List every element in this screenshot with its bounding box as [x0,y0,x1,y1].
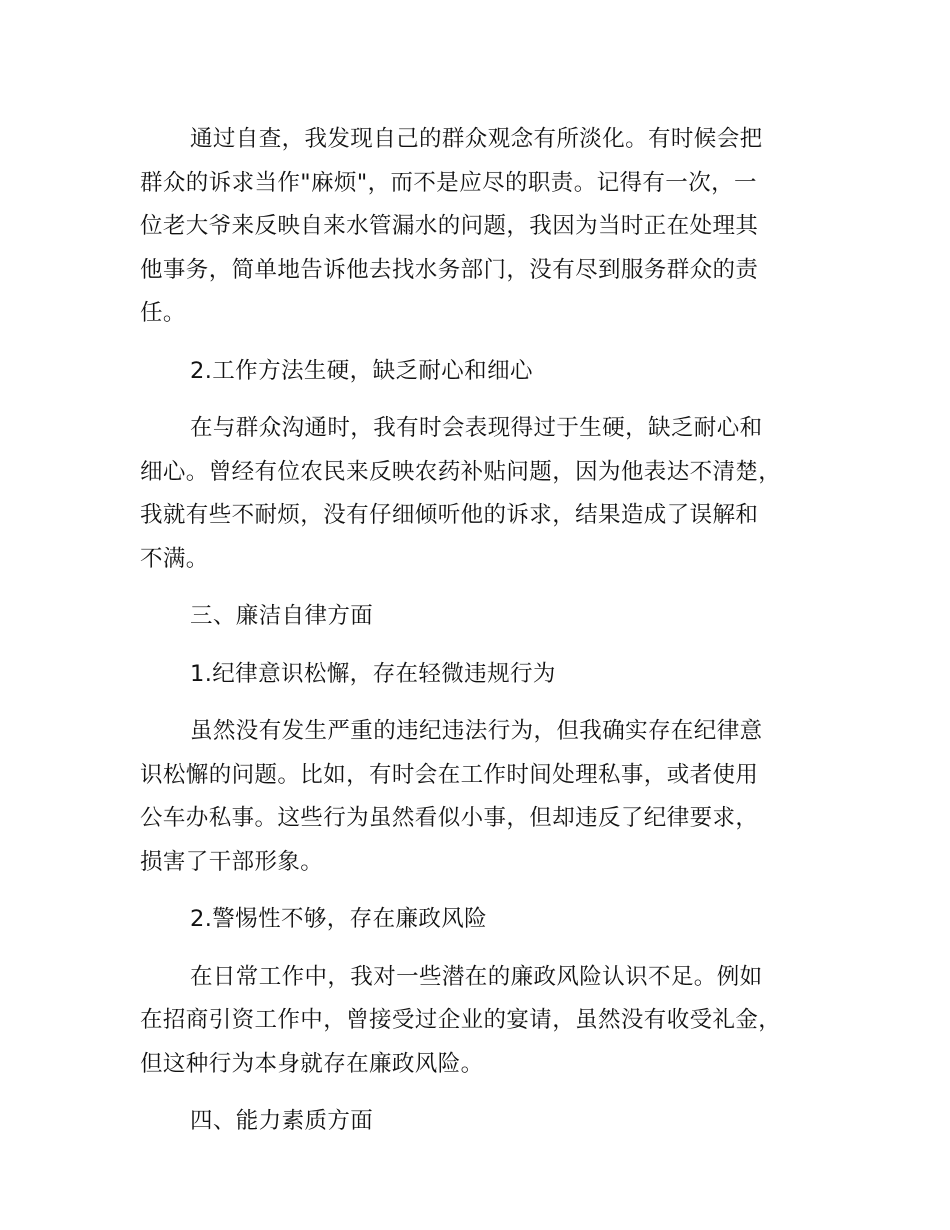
text-line: 但这种行为本身就存在廉政风险。 [140,1050,484,1077]
text-line: 位老大爷来反映自来水管漏水的问题，我因为当时正在处理其 [140,213,759,239]
text-line: 公车办私事。这些行为虽然看似小事，但却违反了纪律要求， [140,805,759,831]
heading-text: 四、能力素质方面 [190,1108,374,1134]
text-line: 细心。曾经有位农民来反映农药补贴问题，因为他表达不清楚， [140,458,782,485]
document-body [140,118,835,1158]
text-line: 在招商引资工作中，曾接受过企业的宴请，虽然没有收受礼金， [140,1007,782,1033]
paragraph-integrity-risk [140,956,835,1087]
paragraph-discipline [140,710,835,884]
heading-text: 1.纪律意识松懈，存在轻微违规行为 [190,660,556,687]
subheading-work-method [140,350,835,394]
paragraph-communication [140,407,835,581]
text-line: 通过自查，我发现自己的群众观念有所淡化。有时候会把 [190,126,763,152]
section-heading-integrity [140,595,835,639]
subheading-discipline [140,653,835,697]
text-line: 损害了干部形象。 [140,848,324,875]
text-line: 任。 [140,300,186,326]
heading-text: 三、廉洁自律方面 [190,603,374,629]
text-line: 虽然没有发生严重的违纪违法行为，但我确实存在纪律意 [190,718,763,744]
text-line: 不满。 [140,545,209,572]
section-heading-ability [140,1100,835,1144]
subheading-vigilance [140,898,835,942]
text-line: 群众的诉求当作"麻烦"，而不是应尽的职责。记得有一次，一 [140,169,757,196]
text-line: 我就有些不耐烦，没有仔细倾听他的诉求，结果造成了误解和 [140,502,759,528]
heading-text: 2.警惕性不够，存在廉政风险 [190,906,488,932]
paragraph-mass-concept [140,118,835,336]
text-line: 在日常工作中，我对一些潜在的廉政风险认识不足。例如 [190,963,763,990]
heading-text: 2.工作方法生硬，缺乏耐心和细心 [190,357,533,384]
text-line: 他事务，简单地告诉他去找水务部门，没有尽到服务群众的责 [140,256,759,283]
text-line: 识松懈的问题。比如，有时会在工作时间处理私事，或者使用 [140,761,759,788]
text-line: 在与群众沟通时，我有时会表现得过于生硬，缺乏耐心和 [190,415,763,441]
